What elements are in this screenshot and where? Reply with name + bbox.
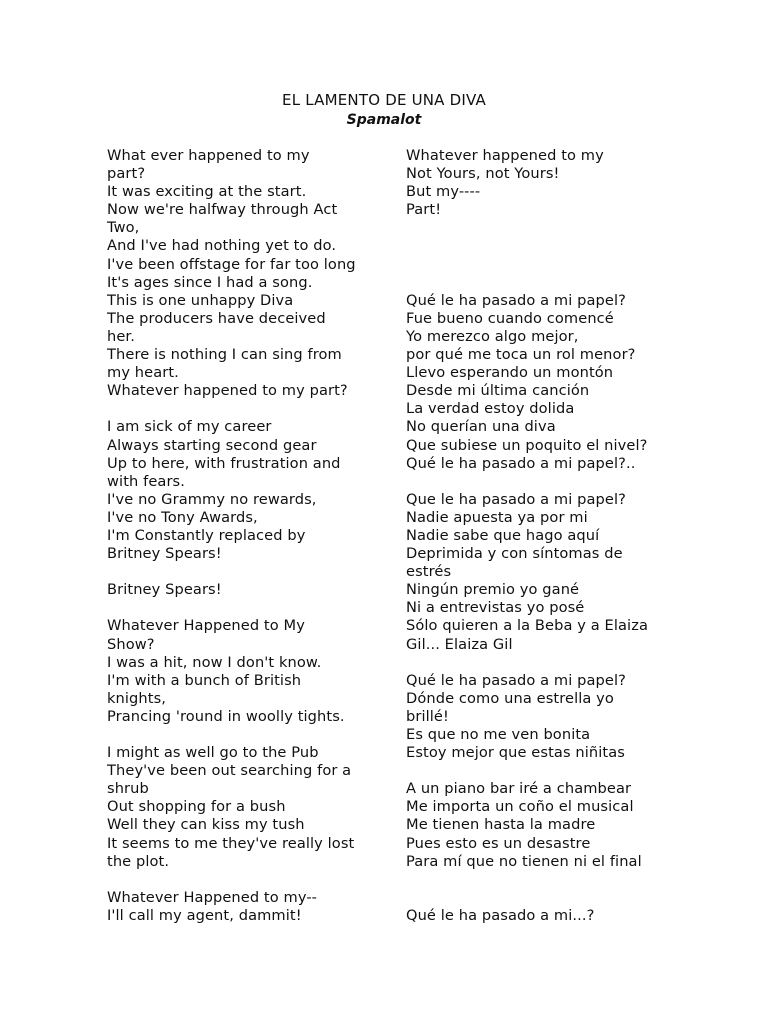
lyric-line-english: shrub: [107, 780, 149, 798]
stanza-break: [406, 219, 668, 237]
lyric-line-spanish: Ningún premio yo gané: [406, 581, 580, 599]
stanza-break: [406, 654, 668, 672]
lyric-line-spanish: Ni a entrevistas yo posé: [406, 599, 585, 617]
stanza-break: [107, 599, 369, 617]
lyric-line-spanish: Que subiese un poquito el nivel?: [406, 436, 648, 454]
lyric-line-spanish: Que le ha pasado a mi papel?: [406, 490, 626, 508]
lyric-line-spanish: But my----: [406, 183, 481, 201]
lyric-line-english: This is one unhappy Diva: [107, 291, 294, 309]
lyric-line-english: Whatever Happened to My: [107, 617, 305, 635]
lyric-line-spanish: Qué le ha pasado a mi...?: [406, 906, 595, 924]
english-lyrics-column: [107, 147, 369, 925]
lyric-line-spanish: Deprimida y con síntomas de: [406, 545, 623, 563]
lyric-line-spanish: Es que no me ven bonita: [406, 726, 591, 743]
lyric-line-spanish: Para mí que no tienen ni el final: [406, 852, 642, 870]
stanza-break: [406, 274, 668, 292]
document-subtitle: Spamalot: [346, 112, 422, 128]
lyric-line-spanish: Sólo quieren a la Beba y a Elaiza: [406, 617, 648, 635]
lyric-line-english: I've no Tony Awards,: [107, 508, 258, 526]
lyric-line-english: It's ages since I had a song.: [107, 273, 313, 291]
document-title: EL LAMENTO DE UNA DIVA: [282, 91, 486, 109]
lyric-line-english: I am sick of my career: [107, 418, 272, 436]
lyric-line-spanish: Qué le ha pasado a mi papel?..: [406, 454, 636, 472]
lyric-line-spanish: Not Yours, not Yours!: [406, 165, 560, 183]
lyric-line-spanish: por qué me toca un rol menor?: [406, 346, 636, 364]
lyric-line-english: I've no Grammy no rewards,: [107, 490, 317, 508]
lyric-line-english: Show?: [107, 635, 155, 653]
lyric-line-english: The producers have deceived: [107, 309, 326, 327]
lyric-line-spanish: Estoy mejor que estas niñitas: [406, 744, 625, 762]
lyric-line-english: Two,: [107, 219, 140, 237]
lyric-line-spanish: No querían una diva: [406, 418, 556, 436]
lyric-line-english: Britney Spears!: [107, 581, 222, 599]
stanza-break: [406, 762, 668, 780]
lyric-line-spanish: Llevo esperando un montón: [406, 364, 614, 382]
lyric-line-english: my heart.: [107, 364, 179, 382]
lyric-line-english: I might as well go to the Pub: [107, 744, 319, 762]
spanish-lyrics-column: [406, 147, 668, 925]
lyric-line-spanish: La verdad estoy dolida: [406, 400, 575, 418]
lyric-line-english: with fears.: [107, 472, 186, 490]
lyric-line-english: Well they can kiss my tush: [107, 816, 305, 834]
lyric-line-english: I'll call my agent, dammit!: [107, 906, 302, 924]
lyric-line-english: They've been out searching for a: [107, 762, 352, 780]
lyric-line-english: the plot.: [107, 852, 170, 870]
lyric-line-spanish: Desde mi última canción: [406, 382, 590, 400]
lyric-line-english: I'm with a bunch of British: [107, 671, 302, 689]
lyric-line-english: And I've had nothing yet to do.: [107, 237, 337, 255]
stanza-break: [406, 473, 668, 491]
stanza-break: [406, 871, 668, 889]
stanza-break: [406, 889, 668, 907]
lyric-line-english: Up to here, with frustration and: [107, 454, 341, 472]
lyric-line-english: knights,: [107, 689, 167, 707]
lyric-line-english: Whatever happened to my part?: [107, 382, 348, 400]
lyric-line-spanish: Qué le ha pasado a mi papel?: [406, 291, 626, 309]
lyric-line-english: It seems to me they've really lost: [107, 834, 355, 852]
stanza-break: [107, 726, 369, 744]
lyric-line-english: Now we're halfway through Act: [107, 201, 338, 219]
lyric-line-spanish: estrés: [406, 563, 452, 581]
lyric-line-english: her.: [107, 327, 135, 345]
lyric-line-spanish: brillé!: [406, 707, 449, 725]
lyric-line-spanish: Part!: [406, 201, 442, 219]
lyric-line-spanish: Gil... Elaiza Gil: [406, 635, 513, 653]
lyric-line-english: Always starting second gear: [107, 436, 317, 454]
lyric-line-english: Out shopping for a bush: [107, 798, 286, 816]
lyric-line-spanish: Whatever happened to my: [406, 147, 604, 164]
lyric-line-english: Britney Spears!: [107, 545, 222, 563]
lyric-line-english: I've been offstage for far too long: [107, 255, 356, 273]
lyric-line-english: part?: [107, 165, 146, 183]
stanza-break: [107, 400, 369, 418]
lyric-line-spanish: Me importa un coño el musical: [406, 798, 634, 816]
stanza-break: [406, 256, 668, 274]
lyric-line-spanish: Nadie apuesta ya por mi: [406, 508, 588, 526]
lyric-line-spanish: Nadie sabe que hago aquí: [406, 526, 600, 544]
lyric-line-spanish: Qué le ha pasado a mi papel?: [406, 671, 626, 689]
lyric-line-english: I'm Constantly replaced by: [107, 526, 306, 544]
lyric-line-spanish: Dónde como una estrella yo: [406, 689, 614, 707]
stanza-break: [406, 237, 668, 255]
lyric-line-spanish: Me tienen hasta la madre: [406, 816, 596, 834]
lyric-line-spanish: A un piano bar iré a chambear: [406, 780, 632, 798]
lyric-line-english: What ever happened to my: [107, 147, 310, 164]
lyric-line-english: It was exciting at the start.: [107, 183, 307, 201]
lyric-line-english: I was a hit, now I don't know.: [107, 653, 322, 671]
lyric-line-english: Whatever Happened to my--: [107, 888, 318, 906]
lyric-line-english: Prancing 'round in woolly tights.: [107, 707, 345, 725]
stanza-break: [107, 871, 369, 889]
lyric-line-spanish: Pues esto es un desastre: [406, 834, 591, 852]
lyric-line-english: There is nothing I can sing from: [107, 346, 342, 364]
lyric-line-spanish: Fue bueno cuando comencé: [406, 309, 614, 327]
lyric-line-spanish: Yo merezco algo mejor,: [406, 327, 579, 345]
stanza-break: [107, 563, 369, 581]
